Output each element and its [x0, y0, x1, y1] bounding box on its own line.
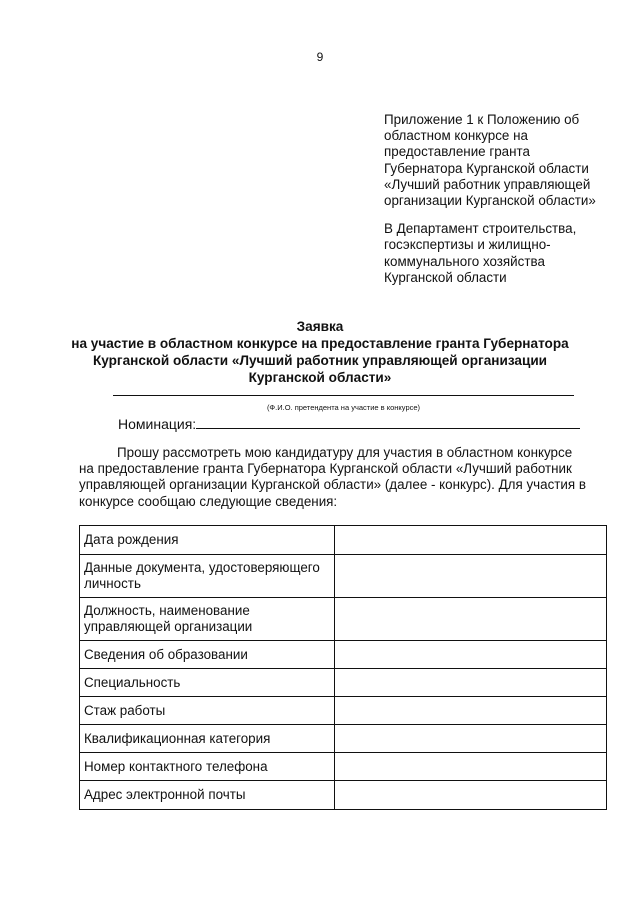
addressee: [384, 221, 624, 286]
row-label-line: личность: [84, 576, 141, 591]
row-label: [80, 697, 335, 725]
table-row: [80, 641, 607, 669]
row-label-line: Данные документа, удостоверяющего: [84, 560, 320, 575]
fio-caption: (Ф.И.О. претендента на участие в конкурсе): [266, 403, 421, 412]
request-paragraph: [79, 445, 611, 510]
page-number: 9: [316, 50, 324, 64]
row-label-line: Дата рождения: [84, 532, 179, 547]
request-line: Прошу рассмотреть мою кандидатуру для участия в областном конкурсе: [117, 445, 573, 460]
row-label: [80, 753, 335, 781]
row-value-cell[interactable]: [335, 641, 607, 669]
row-label-line: Стаж работы: [84, 702, 166, 718]
fio-blank-line[interactable]: [113, 395, 574, 396]
row-label-line: Специальность: [84, 674, 181, 690]
document-title: [60, 318, 580, 386]
row-label-line: Номер контактного телефона: [84, 758, 268, 774]
addressee-line: В Департамент строительства,: [384, 221, 577, 237]
title-line: на участие в областном конкурсе на предоставление гранта Губернатора: [71, 336, 569, 351]
request-line: конкурсе сообщаю следующие сведения:: [79, 493, 338, 509]
row-label-line: Квалификационная категория: [84, 730, 271, 746]
request-line: управляющей организации Курганской области» (далее - конкурс). Для участия в: [79, 477, 586, 493]
table-row: [80, 598, 607, 641]
row-label-line: Должность, наименование: [84, 603, 250, 618]
addressee-line: коммунального хозяйства: [384, 253, 545, 269]
table-row: [80, 526, 607, 555]
table-row: [80, 753, 607, 781]
appendix-line: Губернатора Курганской области: [384, 160, 589, 176]
nomination-label: Номинация:: [118, 416, 197, 432]
applicant-info-table: [79, 525, 607, 810]
nomination-blank-line[interactable]: [196, 414, 580, 429]
row-label-line: Сведения об образовании: [84, 646, 248, 662]
row-label-line: управляющей организации: [84, 619, 253, 634]
row-label: [80, 526, 335, 555]
row-value-cell[interactable]: [335, 753, 607, 781]
addressee-line: Курганской области: [384, 269, 507, 285]
row-label: [80, 725, 335, 753]
appendix-line: Приложение 1 к Положению об: [384, 112, 580, 127]
request-line: на предоставление гранта Губернатора Курганской области «Лучший работник: [79, 461, 572, 477]
row-value-cell[interactable]: [335, 555, 607, 598]
table-row: [80, 555, 607, 598]
table-row: [80, 697, 607, 725]
row-label: [80, 781, 335, 810]
row-label: [80, 641, 335, 669]
row-value-cell[interactable]: [335, 725, 607, 753]
appendix-line: областном конкурсе на: [384, 128, 528, 144]
row-value-cell[interactable]: [335, 669, 607, 697]
title-line: Заявка: [296, 319, 344, 334]
appendix-line: предоставление гранта: [384, 144, 530, 160]
table-row: [80, 669, 607, 697]
appendix-line: «Лучший работник управляющей: [384, 176, 591, 192]
title-line: Курганской области»: [248, 370, 392, 385]
nomination-field: [118, 414, 578, 432]
title-line: Курганской области «Лучший работник управляющей организации: [92, 353, 548, 368]
row-label: [80, 555, 335, 598]
table-row: [80, 781, 607, 810]
row-label: [80, 598, 335, 641]
addressee-line: госэкспертизы и жилищно-: [384, 237, 551, 253]
row-label-line: Адрес электронной почты: [84, 787, 246, 802]
row-label: [80, 669, 335, 697]
appendix-line: организации Курганской области»: [384, 193, 596, 209]
appendix-note: [384, 112, 624, 286]
row-value-cell[interactable]: [335, 526, 607, 555]
row-value-cell[interactable]: [335, 697, 607, 725]
row-value-cell[interactable]: [335, 781, 607, 810]
table-row: [80, 725, 607, 753]
row-value-cell[interactable]: [335, 598, 607, 641]
